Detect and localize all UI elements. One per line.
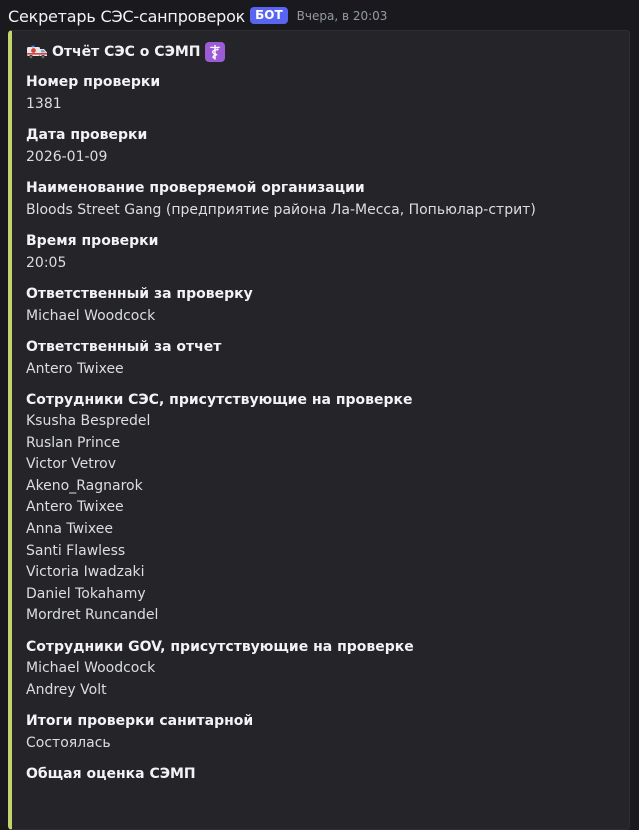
field-name: Наименование проверяемой организации (26, 180, 365, 196)
staff-member: Michael Woodcock (26, 659, 156, 676)
embed-title (26, 41, 629, 63)
field-value: Bloods Street Gang (предприятие района Ла-Месса, Попьюлар-стрит) (26, 202, 536, 218)
author-name[interactable]: Секретарь СЭС-санпроверок (8, 6, 246, 26)
bot-badge: БОТ (250, 7, 288, 24)
field-name: Ответственный за проверку (26, 286, 253, 302)
field-value: 1381 (26, 96, 62, 112)
field-name: Время проверки (26, 233, 159, 249)
field-value: 20:05 (26, 255, 67, 271)
staff-member: Daniel Tokahamy (26, 585, 146, 602)
field-overall-rating (26, 763, 629, 785)
field-sanitary-result (26, 710, 629, 754)
field-name: Сотрудники GOV, присутствующие на проверке (26, 638, 414, 655)
field-name: Дата проверки (26, 127, 148, 143)
field-gov-staff (26, 636, 629, 701)
message-header (8, 4, 387, 28)
message-timestamp[interactable]: Вчера, в 20:03 (296, 9, 388, 23)
staff-member: Akeno_Ragnarok (26, 477, 143, 494)
embed-title-text: Отчёт СЭС о СЭМП (52, 44, 201, 60)
staff-member: Ruslan Prince (26, 434, 121, 451)
ambulance-icon (26, 44, 48, 60)
field-responsible-report (26, 336, 629, 380)
field-value: Состоялась (26, 735, 111, 752)
field-responsible-inspection (26, 283, 629, 327)
field-name: Ответственный за отчет (26, 339, 222, 355)
field-organization (26, 177, 629, 221)
staff-member: Victoria Iwadzaki (26, 564, 145, 581)
field-name: Номер проверки (26, 74, 161, 90)
field-value: 2026-01-09 (26, 149, 108, 165)
field-inspection-date (26, 124, 629, 168)
field-ses-staff (26, 389, 629, 627)
staff-member: Antero Twixee (26, 499, 124, 516)
field-name: Итоги проверки санитарной (26, 713, 254, 730)
field-value: Michael Woodcock (26, 308, 156, 324)
staff-member: Ksusha Bespredel (26, 413, 151, 429)
field-name: Сотрудники СЭС, присутствующие на проверке (26, 392, 413, 408)
report-embed (8, 30, 630, 830)
field-value: Antero Twixee (26, 361, 124, 377)
staff-member: Mordret Runcandel (26, 607, 159, 624)
field-inspection-number (26, 71, 629, 115)
field-inspection-time (26, 230, 629, 274)
caduceus-icon (205, 42, 225, 62)
staff-member: Victor Vetrov (26, 456, 117, 473)
staff-member: Santi Flawless (26, 542, 126, 559)
staff-member: Andrey Volt (26, 681, 107, 698)
field-name: Общая оценка СЭМП (26, 766, 196, 783)
staff-member: Anna Twixee (26, 520, 114, 537)
